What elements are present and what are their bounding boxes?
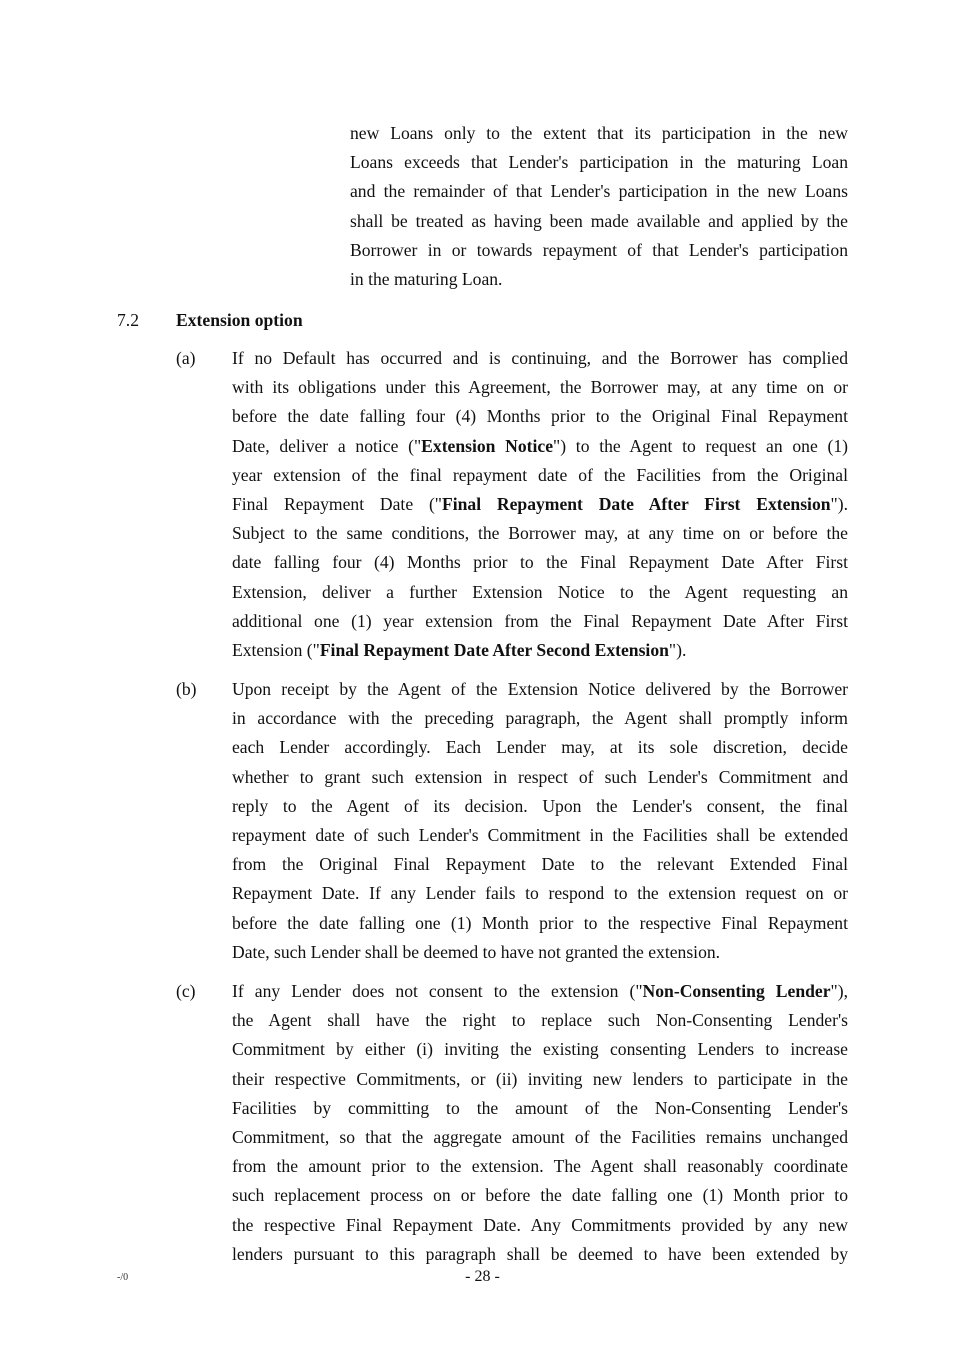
text-line xyxy=(232,704,848,733)
text-run: new Loans only to the extent that its participation in the new xyxy=(350,123,848,143)
section-title: Extension option xyxy=(176,310,303,330)
text-line xyxy=(232,909,848,938)
text-run: Date, such Lender shall be deemed to have not granted the extension. xyxy=(232,941,721,962)
defined-term: Non-Consenting Lender xyxy=(642,981,831,1001)
text-line xyxy=(232,636,848,665)
page-number-text: - 28 - xyxy=(465,1268,500,1285)
text-line xyxy=(232,1123,848,1152)
text-run: the respective Final Repayment Date. Any Commitments provided by any new xyxy=(232,1214,848,1235)
section-number: 7.2 xyxy=(117,310,139,330)
text-run: in the maturing Loan. xyxy=(350,268,503,289)
text-run: before the date falling one (1) Month prior to the respective Final Repayment xyxy=(232,912,848,933)
text-run: their respective Commitments, or (ii) inviting new lenders to participate in the xyxy=(232,1068,848,1089)
text-line xyxy=(232,850,848,879)
text-line xyxy=(350,265,848,294)
text-line xyxy=(232,938,848,967)
text-run: "). xyxy=(830,493,848,514)
paragraph-label-c: (c) xyxy=(176,981,196,1001)
text-line xyxy=(350,177,848,206)
defined-term: Extension Notice xyxy=(421,435,554,456)
text-run: whether to grant such extension in respect of such Lender's Commitment and xyxy=(232,766,848,787)
text-run: each Lender accordingly. Each Lender may, at its sole discretion, decide xyxy=(232,737,848,758)
text-line xyxy=(232,1152,848,1181)
text-run: in accordance with the preceding paragraph, the Agent shall promptly inform xyxy=(232,708,848,729)
text-line xyxy=(232,373,848,402)
text-run: and the remainder of that Lender's participation in the new Loans xyxy=(350,181,848,202)
text-line xyxy=(232,344,848,373)
footer-reference: -/0 xyxy=(117,1272,129,1283)
paragraph-label-b: (b) xyxy=(176,679,197,699)
text-line xyxy=(350,207,848,236)
text-run: Facilities by committing to the amount of the Non-Consenting Lender's xyxy=(232,1097,848,1118)
text-run: If no Default has occurred and is continuing, and the Borrower has complied xyxy=(232,348,848,368)
text-run: the Agent shall have the right to replace such Non-Consenting Lender's xyxy=(232,1010,848,1031)
text-run: ") to the Agent to request an one (1) xyxy=(553,435,848,456)
text-line xyxy=(350,236,848,265)
text-line xyxy=(232,607,848,636)
text-run: year extension of the final repayment date of the Facilities from the Original xyxy=(232,464,848,485)
text-run: Extension, deliver a further Extension Notice to the Agent requesting an xyxy=(232,581,848,602)
page-number xyxy=(0,1267,965,1287)
text-line xyxy=(232,879,848,908)
text-line xyxy=(232,1181,848,1210)
text-line xyxy=(232,1035,848,1064)
text-run: before the date falling four (4) Months prior to the Original Final Repayment xyxy=(232,406,848,427)
text-run: such replacement process on or before the date falling one (1) Month prior to xyxy=(232,1185,848,1206)
text-run: from the Original Final Repayment Date to the relevant Extended Final xyxy=(232,854,848,875)
continuation-paragraph xyxy=(350,119,848,294)
text-run: Commitment by either (i) inviting the existing consenting Lenders to increase xyxy=(232,1039,848,1060)
text-line xyxy=(232,792,848,821)
text-run: Loans exceeds that Lender's participation in the maturing Loan xyxy=(350,152,848,173)
text-run: with its obligations under this Agreement, the Borrower may, at any time on or xyxy=(232,377,848,398)
text-run: Subject to the same conditions, the Borrower may, at any time on or before the xyxy=(232,523,848,544)
text-line xyxy=(232,461,848,490)
text-line xyxy=(232,1006,848,1035)
text-line xyxy=(350,148,848,177)
text-line xyxy=(232,1065,848,1094)
text-run: additional one (1) year extension from the Final Repayment Date After First xyxy=(232,610,848,631)
text-line xyxy=(232,763,848,792)
text-run: Date, deliver a notice (" xyxy=(232,435,422,456)
text-run: Upon receipt by the Agent of the Extension Notice delivered by the Borrower xyxy=(232,679,848,699)
text-run: reply to the Agent of its decision. Upon the Lender's consent, the final xyxy=(232,795,848,816)
text-run: Final Repayment Date (" xyxy=(232,493,442,514)
defined-term: Final Repayment Date After Second Extension xyxy=(319,639,669,660)
text-line xyxy=(232,675,848,704)
text-run: lenders pursuant to this paragraph shall be deemed to have been extended by xyxy=(232,1243,848,1264)
text-run: Borrower in or towards repayment of that Lender's participation xyxy=(350,239,848,260)
text-line xyxy=(232,578,848,607)
text-line xyxy=(232,519,848,548)
text-line xyxy=(232,1211,848,1240)
text-run: Commitment, so that the aggregate amount of the Facilities remains unchanged xyxy=(232,1126,848,1147)
text-run: "). xyxy=(668,639,687,660)
text-line xyxy=(232,432,848,461)
text-run: date falling four (4) Months prior to the Final Repayment Date After First xyxy=(232,552,848,573)
paragraph-a xyxy=(232,344,848,665)
text-line xyxy=(232,548,848,577)
text-line xyxy=(232,490,848,519)
paragraph-c xyxy=(232,977,848,1269)
text-line xyxy=(232,821,848,850)
text-run: "), xyxy=(830,981,848,1001)
text-line xyxy=(232,733,848,762)
text-run: repayment date of such Lender's Commitment in the Facilities shall be extended xyxy=(232,824,848,845)
text-line xyxy=(232,1094,848,1123)
text-run: Extension (" xyxy=(232,639,320,660)
paragraph-b xyxy=(232,675,848,967)
text-line xyxy=(232,1240,848,1269)
text-run: If any Lender does not consent to the extension (" xyxy=(232,981,643,1001)
text-run: from the amount prior to the extension. The Agent shall reasonably coordinate xyxy=(232,1156,848,1177)
text-line xyxy=(232,402,848,431)
paragraph-label-a: (a) xyxy=(176,348,196,368)
text-line xyxy=(350,119,848,148)
defined-term: Final Repayment Date After First Extension xyxy=(441,493,831,514)
text-line xyxy=(232,977,848,1006)
text-run: shall be treated as having been made available and applied by the xyxy=(350,210,848,231)
text-run: Repayment Date. If any Lender fails to respond to the extension request on or xyxy=(232,883,848,904)
